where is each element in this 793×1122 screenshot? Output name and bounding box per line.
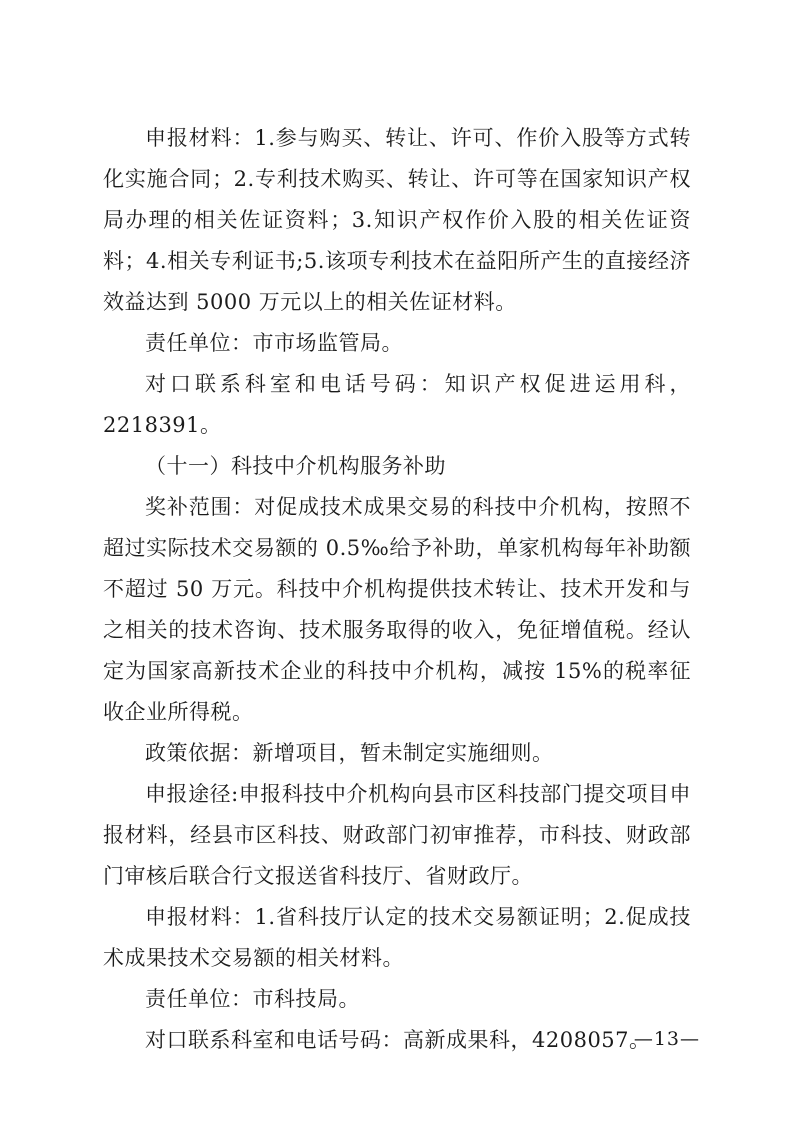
document-content	[103, 118, 691, 1061]
paragraph-application-materials-patent: 申报材料：1.参与购买、转让、许可、作价入股等方式转化实施合同；2.专利技术购买、转让、许可等在国家知识产权局办理的相关佐证资料；3.知识产权作价入股的相关佐证资料；4.相关专利证书;5.该项专利技术在益阳所产生的直接经济效益达到 5000 万元以上的相关佐证材料。	[103, 126, 691, 314]
paragraph-responsible-unit-science-bureau: 责任单位：市科技局。	[145, 987, 360, 1011]
paragraph-contact-office-hightech: 对口联系科室和电话号码：高新成果科，4208057。	[145, 1028, 651, 1052]
paragraph-application-materials-tech-trade: 申报材料：1.省科技厅认定的技术交易额证明；2.促成技术成果技术交易额的相关材料。	[103, 905, 691, 970]
page-number: —13—	[633, 1028, 700, 1050]
paragraph-responsible-unit-market-bureau: 责任单位：市市场监管局。	[145, 331, 403, 355]
paragraph-contact-office-ip: 对口联系科室和电话号码：知识产权促进运用科，2218391。	[103, 372, 691, 437]
section-heading-11-tech-intermediary-subsidy: （十一）科技中介机构服务补助	[145, 454, 446, 478]
paragraph-policy-basis: 政策依据：新增项目，暂未制定实施细则。	[145, 741, 554, 765]
paragraph-application-route: 申报途径:申报科技中介机构向县市区科技部门提交项目申报材料，经县市区科技、财政部门初审推荐，市科技、财政部门审核后联合行文报送省科技厅、省财政厅。	[103, 782, 691, 888]
paragraph-subsidy-scope: 奖补范围：对促成技术成果交易的科技中介机构，按照不超过实际技术交易额的 0.5‰给予补助，单家机构每年补助额不超过 50 万元。科技中介机构提供技术转让、技术开发和与之相关的技术咨询、技术服务取得的收入，免征增值税。经认定为国家高新技术企业的科技中介机构，减按 15%的税率征收企业所得税。	[103, 495, 691, 724]
